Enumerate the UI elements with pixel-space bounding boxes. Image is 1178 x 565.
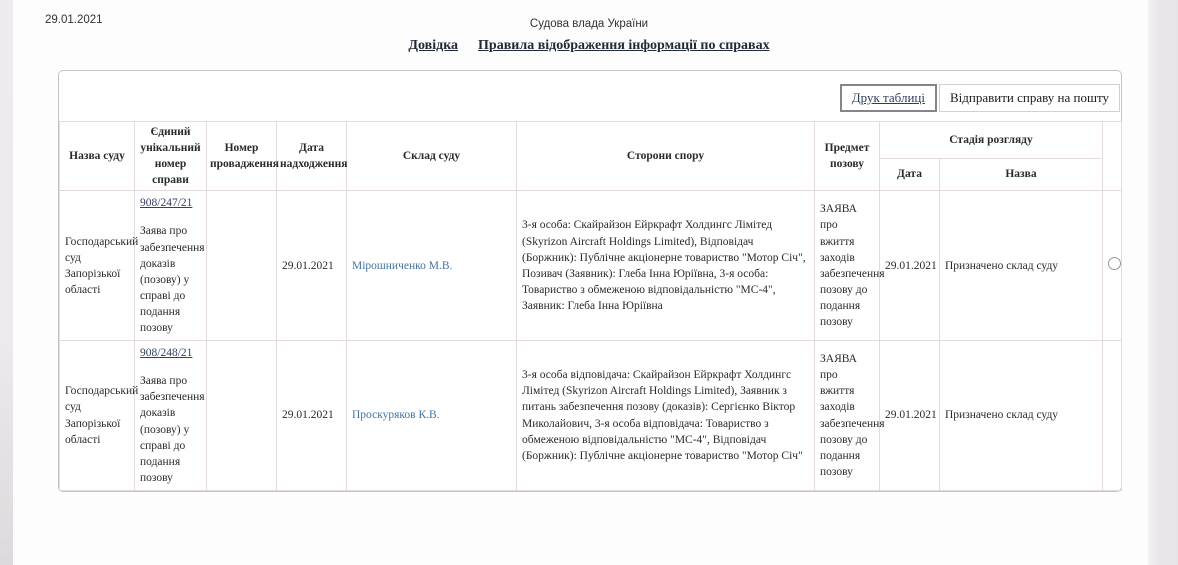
col-header-proceeding-number: Номер провадження	[207, 122, 277, 191]
table-row	[60, 341, 1122, 491]
page-date: 29.01.2021	[45, 14, 103, 26]
parties-cell: 3-я особа відповідача: Скайрайзон Ейркрафт Холдингс Лімітед (Skyrizon Aircraft Holdings Limited), Заявник з питань забезпечення позову (доказів): Сергієнко Віктор Миколайович, 3-я особа відповідача: Товариство з обмеженою відповідальністю "МС-4", Відповідач (Боржник): Публічне акціонерне товариство "Мотор Січ"	[517, 341, 815, 491]
header-links	[0, 38, 1178, 54]
col-header-parties: Сторони спору	[517, 122, 815, 191]
cases-panel	[58, 70, 1122, 492]
stage-date-cell: 29.01.2021	[880, 191, 940, 341]
col-header-case-number: Єдиний унікальний номер справи	[135, 122, 207, 191]
receipt-date-cell: 29.01.2021	[277, 341, 347, 491]
cases-table	[59, 121, 1122, 491]
print-table-button[interactable]: Друк таблиці	[840, 84, 937, 112]
display-rules-link[interactable]: Правила відображення інформації по справах	[478, 38, 770, 53]
proceeding-number-cell	[207, 191, 277, 341]
row-select-cell	[1103, 341, 1122, 491]
col-header-receipt-date: Дата надходження	[277, 122, 347, 191]
case-description: Заява про забезпечення доказів (позову) у справі до подання позову	[140, 225, 205, 335]
receipt-date-cell: 29.01.2021	[277, 191, 347, 341]
col-header-court: Назва суду	[60, 122, 135, 191]
help-link[interactable]: Довідка	[408, 38, 459, 53]
site-title: Судова влада України	[529, 18, 649, 30]
parties-cell: 3-я особа: Скайрайзон Ейркрафт Холдингс Лімітед (Skyrizon Aircraft Holdings Limited), Відповідач (Боржник): Публічне акціонерне товариство "Мотор Січ", Позивач (Заявник): Глеба Інна Юріївна, 3-я особа: Товариство з обмеженою відповідальністю "МС-4", Заявник: Глеба Інна Юріївна	[517, 191, 815, 341]
court-composition-cell	[347, 191, 517, 341]
col-header-select	[1103, 122, 1122, 191]
case-select-radio[interactable]	[1108, 257, 1121, 270]
subject-cell: ЗАЯВА про вжиття заходів забезпечення позову до подання позову	[815, 191, 880, 341]
top-bar	[0, 14, 1178, 30]
screen-edge-right	[1148, 0, 1178, 565]
court-name-cell: Господарський суд Запорізької області	[60, 341, 135, 491]
row-select-cell	[1103, 191, 1122, 341]
case-number-cell	[135, 191, 207, 341]
case-description: Заява про забезпечення доказів (позову) у справі до подання позову	[140, 375, 205, 484]
stage-name-cell: Призначено склад суду	[940, 341, 1103, 491]
proceeding-number-cell	[207, 341, 277, 491]
case-number-cell	[135, 341, 207, 491]
stage-date-cell: 29.01.2021	[880, 341, 940, 491]
col-header-stage-name: Назва	[940, 158, 1103, 191]
table-row	[60, 191, 1122, 341]
col-header-stage-date: Дата	[880, 158, 940, 191]
court-composition-cell	[347, 341, 517, 491]
subject-cell: ЗАЯВА про вжиття заходів забезпечення позову до подання позову	[815, 341, 880, 491]
col-header-stage-group: Стадія розгляду	[880, 122, 1103, 159]
case-number-link[interactable]: 908/247/21	[140, 197, 193, 210]
table-toolbar	[59, 71, 1121, 121]
send-case-to-mail-button[interactable]: Відправити справу на пошту	[939, 84, 1120, 112]
judge-link[interactable]: Проскуряков К.В.	[352, 409, 440, 422]
screen-edge-left	[0, 0, 13, 565]
col-header-subject: Предмет позову	[815, 122, 880, 191]
case-number-link[interactable]: 908/248/21	[140, 347, 193, 360]
judge-link[interactable]: Мірошниченко М.В.	[352, 259, 453, 272]
stage-name-cell: Призначено склад суду	[940, 191, 1103, 341]
court-name-cell: Господарський суд Запорізької області	[60, 191, 135, 341]
col-header-court-composition: Склад суду	[347, 122, 517, 191]
